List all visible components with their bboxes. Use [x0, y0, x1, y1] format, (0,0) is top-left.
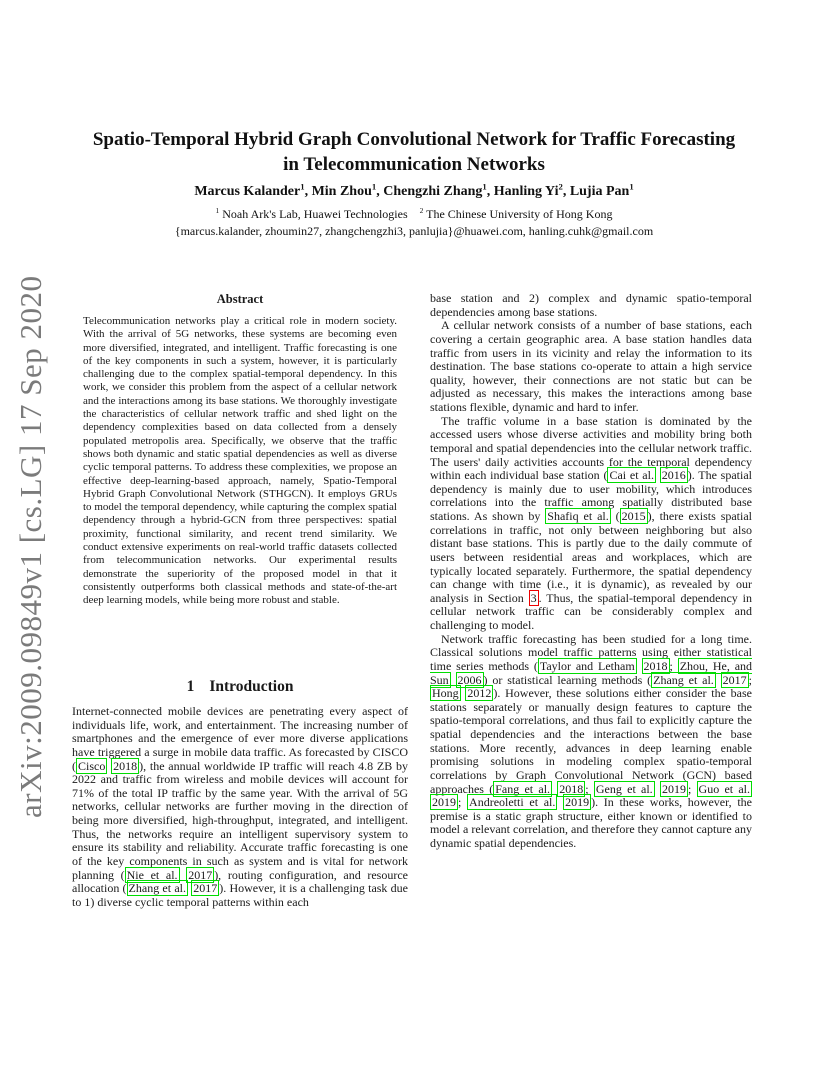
right-column	[430, 292, 752, 851]
citation-link[interactable]: 2017	[722, 672, 747, 687]
emails-line: {marcus.kalander, zhoumin27, zhangchengzhi3, panlujia}@huawei.com, hanling.cuhk@gmail.com	[174, 224, 654, 238]
citation-link[interactable]: 2018	[643, 658, 668, 673]
citation-link[interactable]: Taylor and Letham	[539, 658, 635, 673]
citation-link[interactable]: Shafiq et al.	[547, 509, 609, 523]
citation-link[interactable]: 2012	[467, 686, 492, 701]
author: Lujia Pan$^1$	[569, 181, 634, 199]
arxiv-watermark: arXiv:2009.09849v1 [cs.LG] 17 Sep 2020	[13, 275, 48, 818]
affiliations-line	[0, 207, 828, 222]
citation-link[interactable]: Nie et al.	[126, 867, 178, 882]
citation-link[interactable]: Hong	[432, 686, 459, 701]
abstract-section	[72, 292, 408, 668]
section-number: 1	[186, 678, 195, 695]
paragraph: Network traffic forecasting has been studied for a long time. Classical solutions model traffic patterns using either statistical time series methods ( Taylor and Letham 2018 ; Zhou, He, and Sun 2006 ) or statistical learning methods ( Zhang et al. 2017 ; Hong 2012 ). However, these solutions either consider the base stations separately or manually design features to capture the spatio-temporal correlations, and thus fail to explicitly capture the spatial dependencies and the interactions between the base stations. More recently, advances in deep learning enable promising solutions in modeling complex spatio-temporal correlations by Graph Convolutional Network (GCN) based approaches ( Fang et al. 2018 ; Geng et al. 2019 ; Guo et al. 2019 ; Andreoletti et al. 2019 ). In these works, however, the premise is a static graph structure, either known or identified to model a relevant correlation, and therefore they cannot capture any dynamic spatial dependencies.	[430, 631, 753, 850]
citation-link[interactable]: 2016	[661, 468, 686, 483]
citation-link[interactable]: Cai et al.	[609, 468, 654, 483]
affiliation: $^1$ Noah Ark's Lab, Huawei Technologies	[215, 206, 408, 221]
paper-title-line2: in Telecommunication Networks	[283, 153, 545, 175]
paragraph: The traffic volume in a base station is dominated by the accessed users whose diverse activities and mobility bring both temporal and spatial dependencies into the cellular network traffic. The users' daily activities accounts for the temporal dependency within each individual base station ( Cai et al. 2016 ). The spatial dependency is mainly due to user mobility, which introduces correlations into the traffic among spatially distributed base stations. As shown by Shafiq et al. ( 2015 ), there exists spatial correlations in traffic, not only between neighboring but also distant base stations. This is partly due to the daily commute of users between residential areas and workplaces, which are typically located separately. Furthermore, the spatial dependency can change with time (i.e., it is dynamic), as revealed by our analysis in Section 3 . Thus, the spatial-temporal dependency in cellular network traffic can be considerably complex and challenging to model.	[430, 413, 753, 632]
citation-link[interactable]: Zhou, He, and Sun	[430, 658, 753, 687]
abstract-heading: Abstract	[216, 292, 264, 306]
paper-title	[44, 128, 784, 177]
author: Marcus Kalander$^1$	[194, 181, 305, 199]
citation-link[interactable]: 2017	[193, 881, 218, 896]
paper-title-line1: Spatio-Temporal Hybrid Graph Convolutional Network for Traffic Forecasting	[92, 129, 736, 150]
citation-link[interactable]: Fang et al.	[495, 781, 551, 796]
citation-link[interactable]: 2019	[661, 781, 686, 796]
citation-link[interactable]: Zhang et al.	[653, 672, 714, 687]
citation-link[interactable]: Zhang et al.	[128, 881, 186, 896]
affiliation: $^2$ The Chinese University of Hong Kong	[419, 206, 613, 221]
authors-line: Marcus Kalander$^1$, Min Zhou$^1$, Chengzhi Zhang$^1$, Hanling Yi$^2$, Lujia Pan$^1$	[194, 181, 634, 199]
paragraph: A cellular network consists of a number of base stations, each covering a certain geographic area. A base station handles data traffic from users in its vicinity and relay the information to its destination. The base stations co-operate to attain a high service quality, however, their connections are not static but can be adjusted as necessary, this makes the interactions among base stations flexible, dynamic and hard to infer.	[430, 318, 752, 414]
paragraph: Internet-connected mobile devices are penetrating every aspect of individuals life, work, and entertainment. The increasing number of smartphones and the emergence of ever more diverse applications have triggered a surge in mobile data traffic. As forecasted by CISCO ( Cisco 2018 ), the annual worldwide IP traffic will reach 4.8 ZB by 2022 and traffic from wireless and mobile devices will account for 71% of the total IP traffic by the same year. With the arrival of 5G networks, cellular networks are further moving in the direction of being more diversified, high-throughput, integrated, and intelligent. Thus, the networks require an intelligent supervisory system to ensure its stability and reliability. Accurate traffic forecasting is one of the key components in such as system and is vital for network planning ( Nie et al. 2017 ), routing configuration, and resource allocation ( Zhang et al. 2017 ). However, it is a challenging task due to 1) diverse cyclic temporal patterns within each	[72, 704, 408, 909]
citation-link[interactable]: 2019	[432, 795, 456, 810]
abstract-text: Telecommunication networks play a critical role in modern society. With the arrival of 5G networks, these systems are becoming even more diversified, integrated, and intelligent. Traffic forecasting is one of the key components in such a system, however, it is particularly challenging due to the complex spatial-temporal dependency. In this work, we consider this problem from the aspect of a cellular network and the interactions among its base stations. We thoroughly investigate the characteristics of cellular network traffic and shed light on the dependency complexities based on data collected from a densely populated metropolis area. Specifically, we observe that the traffic shows both dynamic and static spatial dependencies as well as diverse cyclic temporal patterns. To address these complexities, we propose an effective deep-learning-based approach, namely, Spatio-Temporal Hybrid Graph Convolutional Network (STHGCN). It employs GRUs to model the temporal dependency, while capturing the complex spatial dependency through a hybrid-GCN from three perspectives: spatial proximity, functional similarity, and recent trend similarity. We conduct extensive experiments on real-world traffic datasets collected from telecommunication networks. Our experimental results demonstrate the superiority of the proposed model in that it consistently outperforms both classical methods and state-of-the-art deep learning models, while being more robust and stable.	[83, 315, 397, 607]
citation-link[interactable]: 2015	[621, 509, 646, 523]
paragraph: base station and 2) complex and dynamic spatio-temporal dependencies among base stations.	[430, 291, 752, 319]
author: Chengzhi Zhang$^1$	[383, 181, 487, 199]
citation-link[interactable]: 2018	[113, 758, 138, 773]
citation-link[interactable]: 2017	[188, 867, 213, 882]
left-column	[72, 292, 408, 909]
citation-link[interactable]: Geng et al.	[595, 781, 653, 796]
section-ref-link[interactable]: 3	[530, 590, 537, 605]
citation-link[interactable]: 2019	[565, 795, 590, 810]
section-title: Introduction	[209, 678, 294, 695]
author: Hanling Yi$^2$	[493, 181, 563, 199]
citation-link[interactable]: 2018	[559, 781, 584, 796]
citation-link[interactable]: Andreoletti et al.	[469, 795, 556, 810]
introduction-heading	[72, 678, 408, 696]
citation-link[interactable]: Cisco	[78, 758, 106, 773]
author: Min Zhou$^1$	[311, 181, 377, 199]
citation-link[interactable]: Guo et al.	[698, 781, 751, 796]
citation-link[interactable]: 2006	[457, 672, 482, 687]
